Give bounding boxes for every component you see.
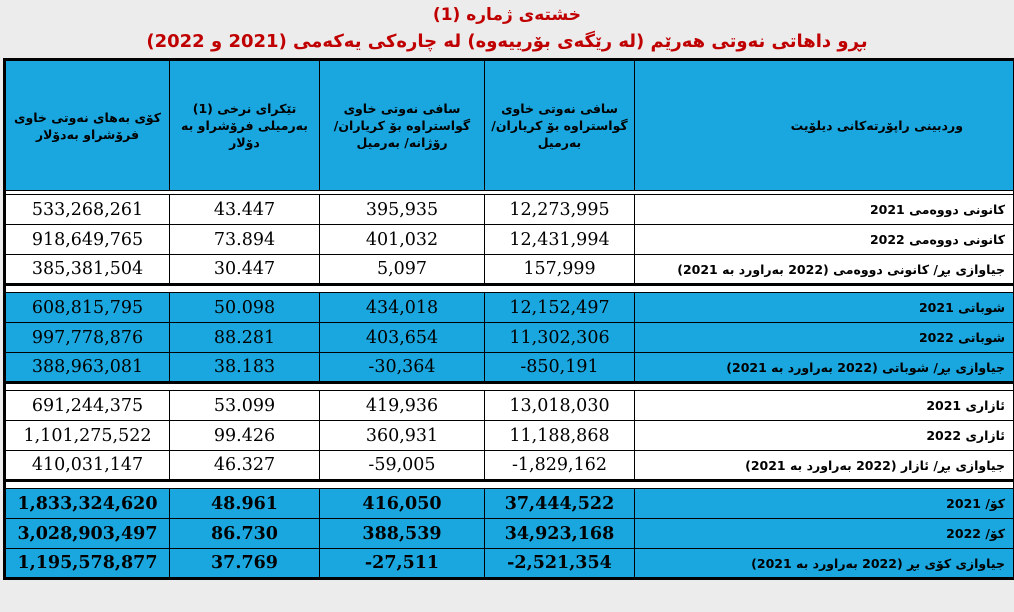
value-cell: -30,364: [320, 353, 485, 383]
value-cell: -2,521,354: [485, 549, 635, 579]
table-row: [5, 391, 1014, 421]
value-cell: 5,097: [320, 255, 485, 285]
value-cell: 385,381,504: [5, 255, 170, 285]
table-row: [5, 353, 1014, 383]
value-cell: 48.961: [170, 489, 320, 519]
value-cell: 37.769: [170, 549, 320, 579]
row-label: کۆ/ 2021: [635, 489, 1014, 519]
table-row: [5, 195, 1014, 225]
value-cell: 434,018: [320, 293, 485, 323]
separator-cell: [5, 285, 1014, 293]
oil-revenue-table: [3, 58, 1014, 580]
row-label: جیاوازی کۆی بڕ (2022 بەراورد بە 2021): [635, 549, 1014, 579]
table-body: [5, 191, 1014, 579]
row-label: شوباتی 2022: [635, 323, 1014, 353]
value-cell: 13,018,030: [485, 391, 635, 421]
value-cell: 99.426: [170, 421, 320, 451]
table-row: [5, 255, 1014, 285]
value-cell: 34,923,168: [485, 519, 635, 549]
value-cell: 88.281: [170, 323, 320, 353]
value-cell: -59,005: [320, 451, 485, 481]
header-row: [5, 60, 1014, 191]
value-cell: 533,268,261: [5, 195, 170, 225]
value-cell: 30.447: [170, 255, 320, 285]
value-cell: 43.447: [170, 195, 320, 225]
value-cell: 401,032: [320, 225, 485, 255]
value-cell: 73.894: [170, 225, 320, 255]
value-cell: 3,028,903,497: [5, 519, 170, 549]
value-cell: 416,050: [320, 489, 485, 519]
value-cell: 997,778,876: [5, 323, 170, 353]
value-cell: 86.730: [170, 519, 320, 549]
header-daily-barrels: سافی نەوتی خاوی گواستراوە بۆ کریاران/ رۆژانە/ بەرمیل: [320, 60, 485, 191]
value-cell: 918,649,765: [5, 225, 170, 255]
value-cell: 12,273,995: [485, 195, 635, 225]
row-label: جیاوازی بڕ/ کانونی دووەمی (2022 بەراورد بە 2021): [635, 255, 1014, 285]
table-row: [5, 549, 1014, 579]
value-cell: 360,931: [320, 421, 485, 451]
value-cell: 1,101,275,522: [5, 421, 170, 451]
value-cell: 395,935: [320, 195, 485, 225]
value-cell: 12,431,994: [485, 225, 635, 255]
table-row: [5, 489, 1014, 519]
row-label: جیاوازی بڕ/ ئازار (2022 بەراورد بە 2021): [635, 451, 1014, 481]
row-label: کانونی دووەمی 2022: [635, 225, 1014, 255]
value-cell: 50.098: [170, 293, 320, 323]
value-cell: 608,815,795: [5, 293, 170, 323]
value-cell: -850,191: [485, 353, 635, 383]
value-cell: 388,539: [320, 519, 485, 549]
value-cell: 388,963,081: [5, 353, 170, 383]
table-row: [5, 421, 1014, 451]
table-number-title: خشتەی ژمارە (1): [432, 5, 582, 25]
value-cell: 37,444,522: [485, 489, 635, 519]
group-separator: [5, 383, 1014, 391]
table-row: [5, 451, 1014, 481]
header-avg-price: تێکرای نرخی (1) بەرمیلی فرۆشراو بە دۆلار: [170, 60, 320, 191]
row-label: کانونی دووەمی 2021: [635, 195, 1014, 225]
group-separator: [5, 285, 1014, 293]
table-row: [5, 225, 1014, 255]
table-row: [5, 519, 1014, 549]
row-label: شوباتی 2021: [635, 293, 1014, 323]
row-label: ئازاری 2021: [635, 391, 1014, 421]
header-total-barrels: سافی نەوتی خاوی گواستراوە بۆ کریاران/ بەرمیل: [485, 60, 635, 191]
group-separator: [5, 481, 1014, 489]
value-cell: 410,031,147: [5, 451, 170, 481]
value-cell: 1,195,578,877: [5, 549, 170, 579]
value-cell: 38.183: [170, 353, 320, 383]
table-title: بڕو داهاتی نەوتی هەرێم (لە رێگەی بۆرییەوە) لە چارەکی یەکەمی (2021 و 2022): [146, 31, 868, 52]
value-cell: 691,244,375: [5, 391, 170, 421]
value-cell: 46.327: [170, 451, 320, 481]
row-label: کۆ/ 2022: [635, 519, 1014, 549]
value-cell: 12,152,497: [485, 293, 635, 323]
row-label: ئازاری 2022: [635, 421, 1014, 451]
value-cell: 1,833,324,620: [5, 489, 170, 519]
value-cell: 11,302,306: [485, 323, 635, 353]
separator-cell: [5, 383, 1014, 391]
table-row: [5, 293, 1014, 323]
value-cell: 53.099: [170, 391, 320, 421]
table-row: [5, 323, 1014, 353]
value-cell: 403,654: [320, 323, 485, 353]
value-cell: 157,999: [485, 255, 635, 285]
value-cell: 11,188,868: [485, 421, 635, 451]
header-description: وردبینی راپۆرتەکانی دیلۆیت: [635, 60, 1014, 191]
row-label: جیاوازی بڕ/ شوباتی (2022 بەراورد بە 2021): [635, 353, 1014, 383]
value-cell: -27,511: [320, 549, 485, 579]
header-total-value: کۆی بەهای نەوتی خاوی فرۆشراو بەدۆلار: [5, 60, 170, 191]
value-cell: 419,936: [320, 391, 485, 421]
value-cell: -1,829,162: [485, 451, 635, 481]
separator-cell: [5, 481, 1014, 489]
